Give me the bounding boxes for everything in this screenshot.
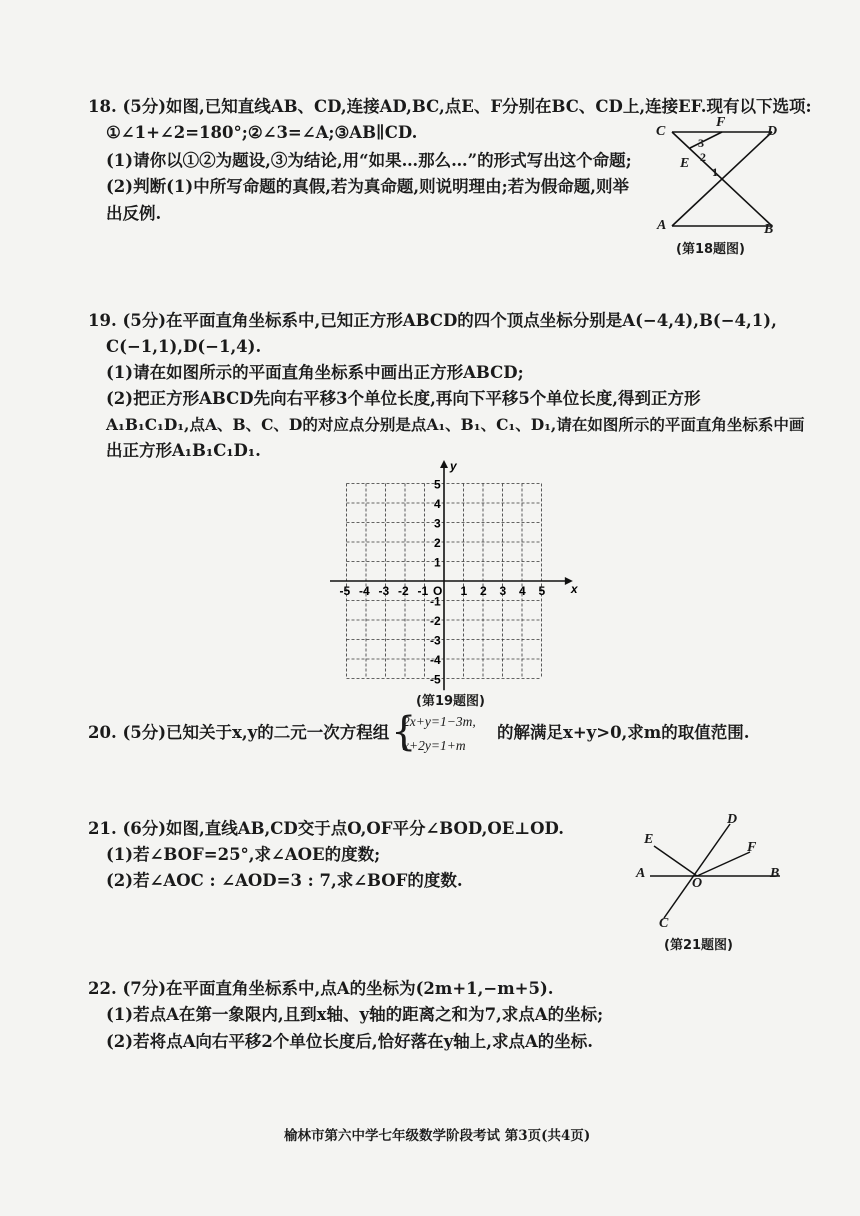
y-tick-label: -5 [430,672,441,687]
q18-part2: (2)判断(1)中所写命题的真假,若为真命题,则说明理由;若为假命题,则举 [106,177,630,196]
x-tick-label: -4 [359,584,370,598]
q18-label-a: A [657,218,667,233]
q20-eq2: x+2y=1+m [403,738,466,753]
q21-label-f: F [747,840,757,855]
q18-label-d: D [767,124,778,139]
q19-stem: 19. (5分)在平面直角坐标系中,已知正方形ABCD的四个顶点坐标分别是A(−4,4),B(−4,1), [88,311,777,330]
q18-options: ①∠1+∠2=180°;②∠3=∠A;③AB∥CD. [106,123,418,142]
y-tick-label: 4 [434,497,441,511]
q18-part1: (1)请你以①②为题设,③为结论,用“如果…那么…”的形式写出这个命题; [106,151,632,170]
q20-suffix: 的解满足x+y>0,求m的取值范围. [497,723,750,742]
q21-part2: (2)若∠AOC : ∠AOD=3 : 7,求∠BOF的度数. [106,871,463,890]
q20-eq1: 2x+y=1−3m, [403,714,476,729]
q20-prefix: 20. (5分)已知关于x,y的二元一次方程组 [88,723,390,742]
q19-part2: (2)把正方形ABCD先向右平移3个单位长度,再向下平移5个单位长度,得到正方形 [106,389,701,408]
q21-label-o: O [692,876,703,891]
y-tick-label: -1 [430,594,441,609]
q21-label-a: A [636,866,646,881]
origin-label: O [433,584,443,598]
y-axis-arrow [440,460,448,468]
q18-label-b: B [764,222,774,237]
y-tick-label: -3 [430,633,441,648]
q21-stem: 21. (6分)如图,直线AB,CD交于点O,OF平分∠BOD,OE⊥OD. [88,819,565,838]
q20-brace: { [391,709,417,755]
q21-caption: (第21题图) [664,938,733,953]
q22-part2: (2)若将点A向右平移2个单位长度后,恰好落在y轴上,求点A的坐标. [106,1032,593,1051]
x-tick-label: -5 [339,584,351,598]
q18-label-3: 3 [698,136,704,150]
y-tick-label: 2 [434,536,441,550]
q22-part1: (1)若点A在第一象限内,且到x轴、y轴的距离之和为7,求点A的坐标; [106,1005,604,1024]
q21-label-d: D [727,812,738,827]
y-tick-label: 3 [434,516,441,531]
q22-stem: 22. (7分)在平面直角坐标系中,点A的坐标为(2m+1,−m+5). [88,979,554,998]
q18-label-1: 1 [712,165,718,179]
x-tick-label: -2 [398,584,409,598]
q18-label-c: C [656,124,666,139]
q21-label-e: E [644,832,654,847]
q21-label-b: B [770,866,780,881]
q18-stem: 18. (5分)如图,已知直线AB、CD,连接AD,BC,点E、F分别在BC、CD上,连接EF.现有以下选项: [88,97,812,116]
x-tick-label: 1 [460,584,468,598]
q18-caption: (第18题图) [676,242,745,257]
y-tick-label: -2 [430,614,441,628]
x-tick-label: 3 [499,584,507,598]
q18-label-2: 2 [700,150,706,164]
x-tick-label: 4 [519,584,526,598]
y-tick-label: 5 [434,477,441,492]
y-axis-label: y [450,458,457,473]
y-tick-label: -4 [430,653,441,667]
x-tick-label: 5 [538,584,546,598]
q18-label-e: E [680,156,690,171]
q21-part1: (1)若∠BOF=25°,求∠AOE的度数; [106,845,381,864]
q21-label-c: C [659,916,669,931]
q19-part2-cont: A₁B₁C₁D₁,点A、B、C、D的对应点分别是点A₁、B₁、C₁、D₁,请在如图所示的平面直角坐标系中画 [106,415,805,434]
q19-coordinate-grid [330,455,580,695]
q18-label-f: F [716,115,726,130]
x-tick-label: -1 [417,584,429,598]
x-tick-label: 2 [480,584,487,598]
x-tick-label: -3 [378,584,390,598]
x-axis-label: x [570,582,578,596]
q19-stem-cont: C(−1,1),D(−1,4). [106,337,262,356]
q19-part2-end: 出正方形A₁B₁C₁D₁. [106,441,261,460]
q19-part1: (1)请在如图所示的平面直角坐标系中画出正方形ABCD; [106,363,524,382]
y-tick-label: 1 [434,555,441,570]
q19-caption: (第19题图) [416,694,485,709]
page-footer: 榆林市第六中学七年级数学阶段考试 第3页(共4页) [284,1128,591,1144]
q18-part2-cont: 出反例. [106,204,162,223]
